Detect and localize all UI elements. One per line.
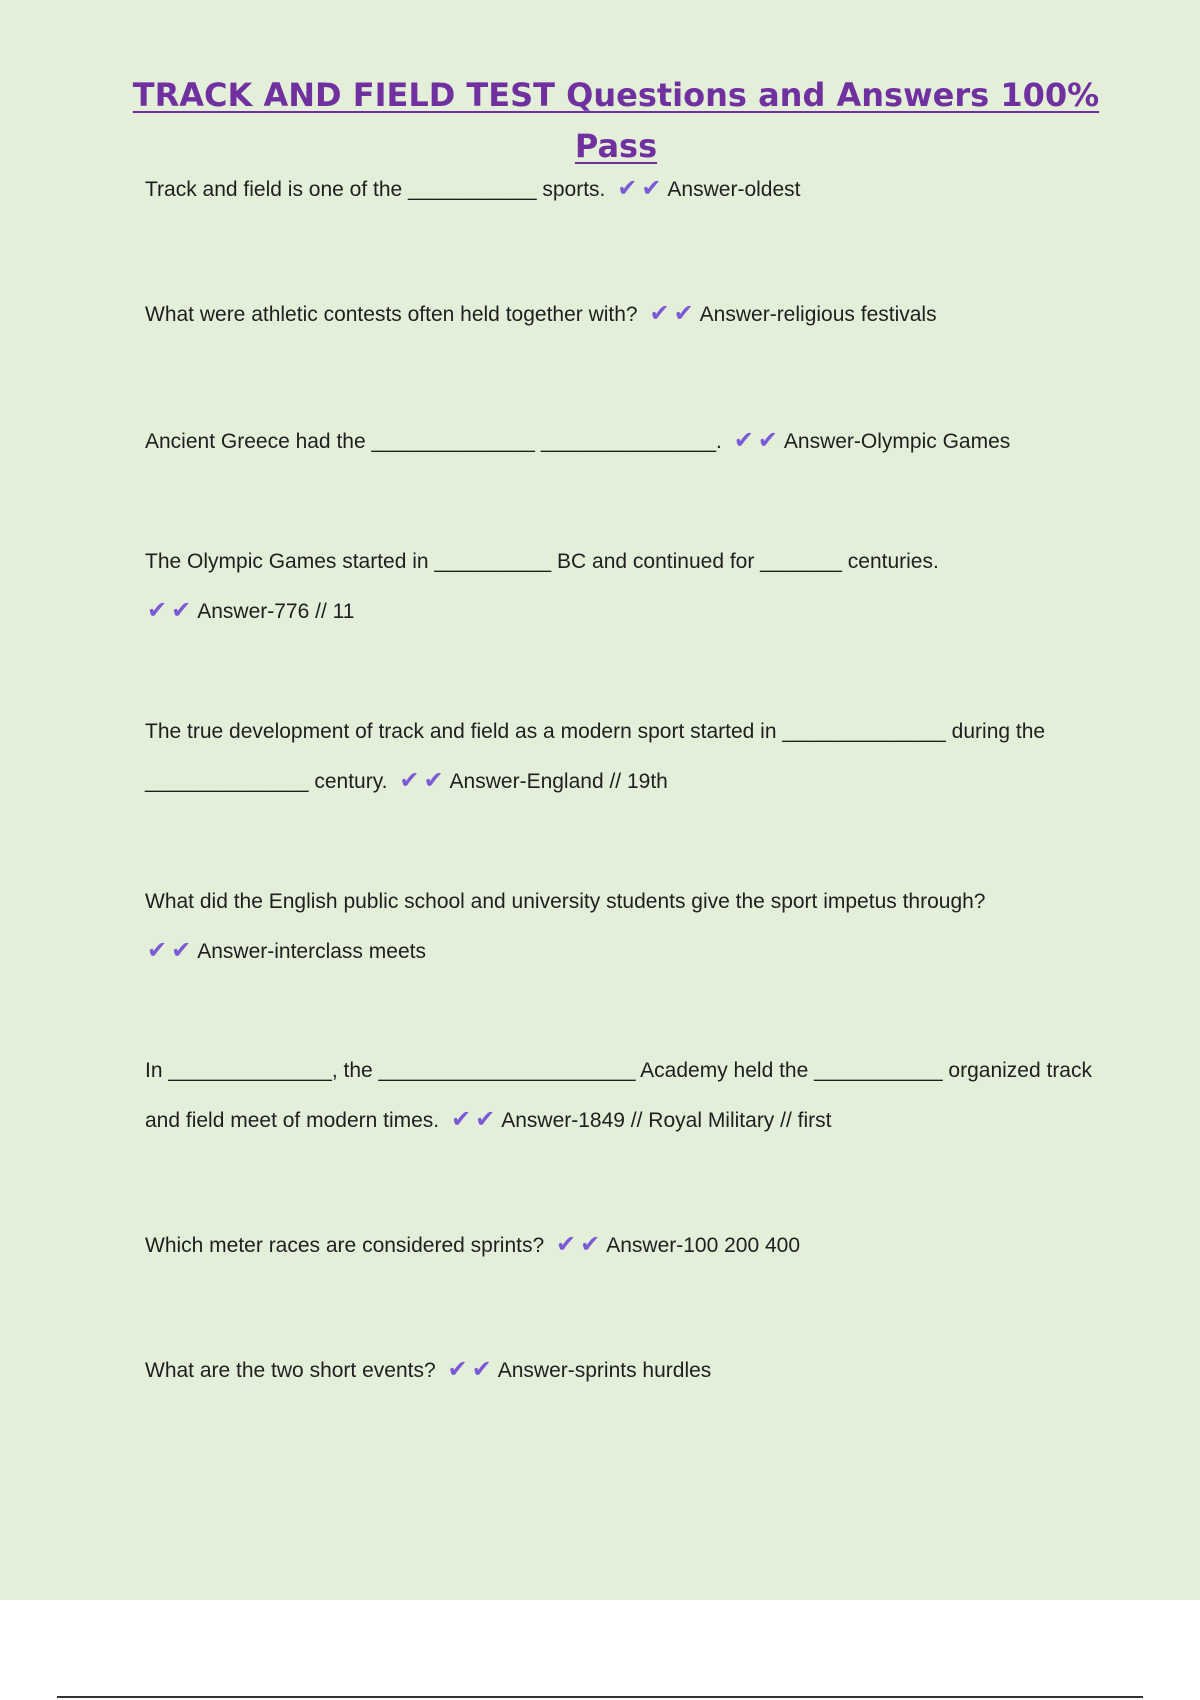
qa-line xyxy=(145,1095,1085,1145)
answer-text: Answer-sprints hurdles xyxy=(497,1359,712,1382)
answer-text: Answer-religious festivals xyxy=(699,303,937,326)
title-line-1: TRACK AND FIELD TEST Questions and Answers 100% xyxy=(132,76,1100,114)
footer-divider xyxy=(57,1696,1143,1698)
check-icon: ✔ xyxy=(673,299,694,327)
double-check-icons xyxy=(449,1105,497,1133)
question-text: What were athletic contests often held together with? xyxy=(145,303,638,326)
question-text-cont: ______________ century. xyxy=(145,770,388,793)
question-text: Ancient Greece had the ______________ _______________. xyxy=(145,430,722,453)
qa-line xyxy=(145,289,1085,339)
qa-item-5 xyxy=(145,707,1085,806)
double-check-icons xyxy=(145,936,193,964)
check-icon: ✔ xyxy=(423,766,444,794)
qa-line xyxy=(145,586,1085,636)
question-text: The true development of track and field as a modern sport started in ______________ during the xyxy=(145,720,1046,743)
answer-text: Answer-1849 // Royal Military // first xyxy=(501,1109,832,1132)
qa-item-7 xyxy=(145,1046,1092,1145)
question-text: The Olympic Games started in __________ BC and continued for _______ centuries. xyxy=(145,550,939,573)
qa-item-2 xyxy=(145,289,1085,339)
check-icon: ✔ xyxy=(399,766,420,794)
double-check-icons xyxy=(446,1355,494,1383)
document-title xyxy=(0,70,1200,172)
qa-line xyxy=(145,164,1085,214)
qa-line xyxy=(145,416,1085,466)
qa-item-9 xyxy=(145,1345,1085,1395)
check-icon: ✔ xyxy=(147,936,168,964)
check-icon: ✔ xyxy=(733,426,754,454)
answer-text: Answer-England // 19th xyxy=(449,770,668,793)
question-text: Which meter races are considered sprints? xyxy=(145,1234,545,1257)
question-text: What are the two short events? xyxy=(145,1359,436,1382)
check-icon: ✔ xyxy=(580,1230,601,1258)
check-icon: ✔ xyxy=(171,596,192,624)
check-icon: ✔ xyxy=(451,1105,472,1133)
qa-item-1 xyxy=(145,164,1085,214)
answer-text: Answer-100 200 400 xyxy=(606,1234,801,1257)
answer-text: Answer-interclass meets xyxy=(197,940,426,963)
qa-item-8 xyxy=(145,1220,1085,1270)
qa-line xyxy=(145,926,1085,976)
check-icon: ✔ xyxy=(649,299,670,327)
check-icon: ✔ xyxy=(556,1230,577,1258)
question-text: In ______________, the ______________________ Academy held the ___________ organized track xyxy=(145,1059,1092,1082)
qa-item-6 xyxy=(145,877,1085,976)
question-text: What did the English public school and university students give the sport impetus through? xyxy=(145,890,986,913)
double-check-icons xyxy=(397,766,445,794)
double-check-icons xyxy=(145,596,193,624)
check-icon: ✔ xyxy=(475,1105,496,1133)
answer-text: Answer-776 // 11 xyxy=(197,600,355,623)
qa-line xyxy=(145,1220,1085,1270)
double-check-icons xyxy=(732,426,780,454)
qa-item-3 xyxy=(145,416,1085,466)
qa-line xyxy=(145,756,1085,806)
double-check-icons xyxy=(647,299,695,327)
double-check-icons xyxy=(615,174,663,202)
qa-line xyxy=(145,1345,1085,1395)
double-check-icons xyxy=(554,1230,602,1258)
question-text: Track and field is one of the ___________ sports. xyxy=(145,178,606,201)
check-icon: ✔ xyxy=(447,1355,468,1383)
check-icon: ✔ xyxy=(471,1355,492,1383)
qa-item-4 xyxy=(145,537,1085,636)
question-text-cont: and field meet of modern times. xyxy=(145,1109,440,1132)
check-icon: ✔ xyxy=(757,426,778,454)
check-icon: ✔ xyxy=(171,936,192,964)
check-icon: ✔ xyxy=(617,174,638,202)
answer-text: Answer-oldest xyxy=(667,178,801,201)
check-icon: ✔ xyxy=(147,596,168,624)
title-line-2: Pass xyxy=(574,127,658,165)
check-icon: ✔ xyxy=(641,174,662,202)
answer-text: Answer-Olympic Games xyxy=(783,430,1011,453)
